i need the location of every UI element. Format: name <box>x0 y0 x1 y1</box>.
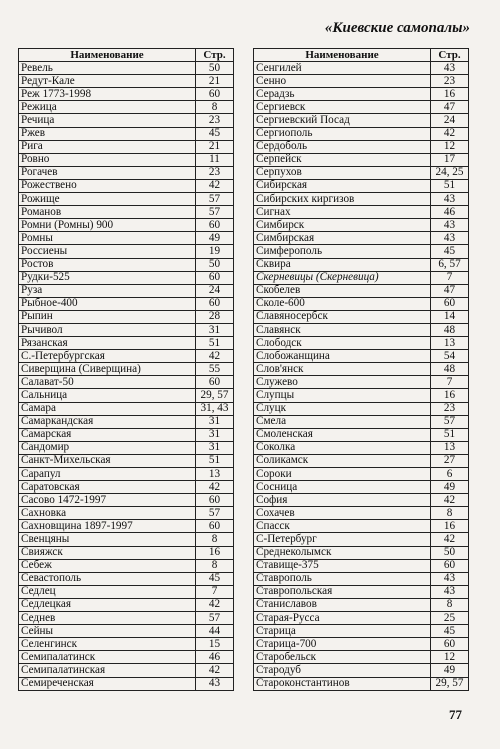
table-row <box>254 62 469 75</box>
table-row <box>254 625 469 638</box>
place-name-cell: Рожище <box>19 193 196 206</box>
place-name-cell: Седнев <box>19 612 196 625</box>
place-name-cell: Сосница <box>254 481 431 494</box>
page-ref-cell: 57 <box>196 193 234 206</box>
table-row <box>254 494 469 507</box>
page-number: 77 <box>449 707 462 722</box>
page-ref-cell: 45 <box>431 245 469 258</box>
page-ref-cell: 42 <box>196 179 234 192</box>
page-ref-cell: 60 <box>431 297 469 310</box>
place-name-cell: Симферополь <box>254 245 431 258</box>
place-name-cell: Сердоболь <box>254 140 431 153</box>
table-row <box>19 481 234 494</box>
page-ref-cell: 44 <box>196 625 234 638</box>
table-row <box>19 507 234 520</box>
place-name-cell: Ревель <box>19 62 196 75</box>
place-name-cell: Севастополь <box>19 572 196 585</box>
page-ref-cell: 55 <box>196 363 234 376</box>
place-name-cell: Старица-700 <box>254 638 431 651</box>
table-row <box>19 441 234 454</box>
page-ref-cell: 23 <box>196 114 234 127</box>
table-row <box>254 402 469 415</box>
page-ref-cell: 43 <box>431 193 469 206</box>
place-name-cell: С-Петербург <box>254 533 431 546</box>
table-row <box>254 428 469 441</box>
place-name-cell: Рыбное-400 <box>19 297 196 310</box>
page-ref-cell: 60 <box>196 271 234 284</box>
table-row <box>19 677 234 690</box>
page-ref-cell: 23 <box>196 166 234 179</box>
place-name-cell: Сергиевский Посад <box>254 114 431 127</box>
table-row <box>254 297 469 310</box>
place-name-cell: Россиены <box>19 245 196 258</box>
page-ref-cell: 12 <box>431 651 469 664</box>
page-ref-cell: 54 <box>431 350 469 363</box>
place-name-cell: Сейны <box>19 625 196 638</box>
page-ref-cell: 31 <box>196 428 234 441</box>
place-name-cell: Стародуб <box>254 664 431 677</box>
page-ref-cell: 60 <box>196 494 234 507</box>
table-row <box>19 494 234 507</box>
table-row <box>19 219 234 232</box>
table-row <box>254 677 469 690</box>
place-name-cell: Ставище-375 <box>254 559 431 572</box>
page-ref-cell: 60 <box>196 297 234 310</box>
table-row <box>19 664 234 677</box>
page-ref-cell: 7 <box>431 376 469 389</box>
page-ref-cell: 43 <box>431 572 469 585</box>
place-name-cell: Самарская <box>19 428 196 441</box>
place-name-cell: С.-Петербургская <box>19 350 196 363</box>
page-ref-cell: 42 <box>196 481 234 494</box>
page-ref-cell: 49 <box>431 481 469 494</box>
place-name-cell: Спасск <box>254 520 431 533</box>
page-ref-cell: 12 <box>431 140 469 153</box>
table-row <box>254 612 469 625</box>
place-name-cell: Сибирских киргизов <box>254 193 431 206</box>
table-row <box>19 625 234 638</box>
table-row <box>254 468 469 481</box>
place-name-cell: Ростов <box>19 258 196 271</box>
page-ref-cell: 13 <box>431 337 469 350</box>
page-ref-cell: 7 <box>196 585 234 598</box>
place-name-cell: Сибирская <box>254 179 431 192</box>
page-ref-cell: 60 <box>196 88 234 101</box>
table-row <box>19 638 234 651</box>
page-ref-cell: 31 <box>196 323 234 336</box>
place-name-cell: Смела <box>254 415 431 428</box>
table-row <box>254 153 469 166</box>
place-name-cell: Редут-Кале <box>19 75 196 88</box>
table-row <box>254 664 469 677</box>
place-name-cell: Серпухов <box>254 166 431 179</box>
page-ref-cell: 8 <box>196 559 234 572</box>
table-row <box>19 598 234 611</box>
page-ref-cell: 6 <box>431 468 469 481</box>
table-row <box>254 114 469 127</box>
page-ref-cell: 28 <box>196 310 234 323</box>
table-row <box>19 612 234 625</box>
page-ref-cell: 21 <box>196 140 234 153</box>
page-ref-cell: 8 <box>196 533 234 546</box>
page-ref-cell: 51 <box>196 454 234 467</box>
place-name-cell: Сквира <box>254 258 431 271</box>
table-row <box>19 258 234 271</box>
column-header-name: Наименование <box>254 49 431 62</box>
page-ref-cell: 49 <box>196 232 234 245</box>
place-name-cell: Сиверщина (Сиверщина) <box>19 363 196 376</box>
place-name-cell: Старая-Русса <box>254 612 431 625</box>
table-row <box>19 166 234 179</box>
page-ref-cell: 42 <box>431 533 469 546</box>
table-row <box>19 62 234 75</box>
place-name-cell: Станиславов <box>254 598 431 611</box>
page-ref-cell: 6, 57 <box>431 258 469 271</box>
table-row <box>254 232 469 245</box>
column-header-name: Наименование <box>19 49 196 62</box>
page-ref-cell: 46 <box>196 651 234 664</box>
page-ref-cell: 48 <box>431 323 469 336</box>
table-row <box>19 350 234 363</box>
page-ref-cell: 50 <box>196 258 234 271</box>
place-name-cell: Серпейск <box>254 153 431 166</box>
place-name-cell: Себеж <box>19 559 196 572</box>
table-row <box>19 520 234 533</box>
page-ref-cell: 51 <box>431 428 469 441</box>
table-row <box>254 323 469 336</box>
place-name-cell: Селенгинск <box>19 638 196 651</box>
page-ref-cell: 45 <box>196 127 234 140</box>
page-ref-cell: 8 <box>196 101 234 114</box>
table-row <box>254 258 469 271</box>
table-row <box>254 598 469 611</box>
page-ref-cell: 43 <box>431 232 469 245</box>
place-name-cell: Славяносербск <box>254 310 431 323</box>
page-ref-cell: 50 <box>196 62 234 75</box>
page-ref-cell: 16 <box>431 520 469 533</box>
table-row <box>254 101 469 114</box>
table-row <box>254 310 469 323</box>
table-row <box>254 546 469 559</box>
place-name-cell: Сергиополь <box>254 127 431 140</box>
page-ref-cell: 16 <box>196 546 234 559</box>
page-ref-cell: 31 <box>196 415 234 428</box>
table-row <box>254 88 469 101</box>
table-row <box>19 297 234 310</box>
page-ref-cell: 8 <box>431 507 469 520</box>
place-name-cell: София <box>254 494 431 507</box>
page-ref-cell: 60 <box>431 638 469 651</box>
page-ref-cell: 57 <box>196 507 234 520</box>
page-ref-cell: 42 <box>431 494 469 507</box>
place-name-cell: Соликамск <box>254 454 431 467</box>
page-ref-cell: 47 <box>431 284 469 297</box>
place-name-cell: Самара <box>19 402 196 415</box>
place-name-cell: Седлецкая <box>19 598 196 611</box>
place-name-cell: Рычивол <box>19 323 196 336</box>
page-header: «Киевские самопалы» <box>324 20 470 36</box>
table-row <box>254 415 469 428</box>
table-row <box>254 638 469 651</box>
place-name-cell: Ровно <box>19 153 196 166</box>
place-name-cell: Седлец <box>19 585 196 598</box>
table-row <box>19 88 234 101</box>
place-name-cell: Рожествено <box>19 179 196 192</box>
page-ref-cell: 19 <box>196 245 234 258</box>
table-row <box>19 232 234 245</box>
table-row <box>254 441 469 454</box>
table-row <box>254 271 469 284</box>
table-row <box>254 533 469 546</box>
table-row <box>19 310 234 323</box>
page-ref-cell: 25 <box>431 612 469 625</box>
table-row <box>19 75 234 88</box>
place-name-cell: Ромни (Ромны) 900 <box>19 219 196 232</box>
page-ref-cell: 50 <box>431 546 469 559</box>
page-ref-cell: 31 <box>196 441 234 454</box>
table-row <box>254 166 469 179</box>
place-name-cell: Ставрополь <box>254 572 431 585</box>
table-row <box>19 533 234 546</box>
table-row <box>19 206 234 219</box>
table-row <box>19 454 234 467</box>
table-row <box>254 127 469 140</box>
place-name-cell: Сахновка <box>19 507 196 520</box>
table-row <box>19 651 234 664</box>
table-row <box>254 585 469 598</box>
page-ref-cell: 51 <box>196 337 234 350</box>
table-row <box>254 179 469 192</box>
place-name-cell: Серадзь <box>254 88 431 101</box>
place-name-cell: Рогачев <box>19 166 196 179</box>
place-name-cell: Семиреченская <box>19 677 196 690</box>
page-ref-cell: 7 <box>431 271 469 284</box>
page-ref-cell: 49 <box>431 664 469 677</box>
table-row <box>19 114 234 127</box>
page-ref-cell: 31, 43 <box>196 402 234 415</box>
index-table-right <box>253 48 469 691</box>
table-row <box>254 193 469 206</box>
table-row <box>254 481 469 494</box>
table-row <box>254 219 469 232</box>
table-row <box>19 363 234 376</box>
table-row <box>254 140 469 153</box>
column-header-page: Стр. <box>431 49 469 62</box>
page-ref-cell: 43 <box>431 62 469 75</box>
page-ref-cell: 16 <box>431 389 469 402</box>
page-ref-cell: 24, 25 <box>431 166 469 179</box>
page-ref-cell: 57 <box>196 206 234 219</box>
place-name-cell: Старица <box>254 625 431 638</box>
place-name-cell: Салават-50 <box>19 376 196 389</box>
table-row <box>19 572 234 585</box>
table-row <box>19 546 234 559</box>
place-name-cell: Рязанская <box>19 337 196 350</box>
place-name-cell: Рига <box>19 140 196 153</box>
place-name-cell: Соколка <box>254 441 431 454</box>
page-ref-cell: 11 <box>196 153 234 166</box>
place-name-cell: Славянск <box>254 323 431 336</box>
table-row <box>254 75 469 88</box>
page-ref-cell: 51 <box>431 179 469 192</box>
place-name-cell: Сигнах <box>254 206 431 219</box>
place-name-cell: Сороки <box>254 468 431 481</box>
place-name-cell: Сколе-600 <box>254 297 431 310</box>
place-name-cell: Ржев <box>19 127 196 140</box>
place-name-cell: Скерневицы (Скерневица) <box>254 271 431 284</box>
place-name-cell: Сенно <box>254 75 431 88</box>
place-name-cell: Сандомир <box>19 441 196 454</box>
table-row <box>19 271 234 284</box>
index-table-left <box>18 48 234 691</box>
page-ref-cell: 45 <box>431 625 469 638</box>
table-row <box>19 337 234 350</box>
place-name-cell: Сарапул <box>19 468 196 481</box>
table-row <box>19 284 234 297</box>
page-ref-cell: 60 <box>431 559 469 572</box>
place-name-cell: Слов'янск <box>254 363 431 376</box>
page-ref-cell: 45 <box>196 572 234 585</box>
place-name-cell: Сасово 1472-1997 <box>19 494 196 507</box>
page-ref-cell: 46 <box>431 206 469 219</box>
table-row <box>19 179 234 192</box>
table-row <box>254 206 469 219</box>
place-name-cell: Свенцяны <box>19 533 196 546</box>
page-ref-cell: 60 <box>196 219 234 232</box>
place-name-cell: Ромны <box>19 232 196 245</box>
place-name-cell: Речица <box>19 114 196 127</box>
table-row <box>254 651 469 664</box>
page-ref-cell: 57 <box>431 415 469 428</box>
table-row <box>254 245 469 258</box>
table-row <box>19 140 234 153</box>
page-ref-cell: 23 <box>431 402 469 415</box>
place-name-cell: Семипалатинская <box>19 664 196 677</box>
table-row <box>19 101 234 114</box>
place-name-cell: Слободск <box>254 337 431 350</box>
page-ref-cell: 21 <box>196 75 234 88</box>
table-row <box>19 245 234 258</box>
place-name-cell: Рыпин <box>19 310 196 323</box>
page-ref-cell: 14 <box>431 310 469 323</box>
place-name-cell: Саратовская <box>19 481 196 494</box>
page-ref-cell: 43 <box>196 677 234 690</box>
page-ref-cell: 16 <box>431 88 469 101</box>
table-row <box>19 389 234 402</box>
table-row <box>19 585 234 598</box>
place-name-cell: Режица <box>19 101 196 114</box>
column-header-page: Стр. <box>196 49 234 62</box>
table-row <box>19 323 234 336</box>
page-ref-cell: 42 <box>431 127 469 140</box>
table-row <box>19 402 234 415</box>
table-row <box>254 284 469 297</box>
place-name-cell: Слупцы <box>254 389 431 402</box>
table-row <box>19 376 234 389</box>
table-row <box>19 428 234 441</box>
place-name-cell: Санкт-Михельская <box>19 454 196 467</box>
page-ref-cell: 60 <box>196 376 234 389</box>
place-name-cell: Свияжск <box>19 546 196 559</box>
page-ref-cell: 29, 57 <box>431 677 469 690</box>
place-name-cell: Рудки-525 <box>19 271 196 284</box>
page-ref-cell: 60 <box>196 520 234 533</box>
page-ref-cell: 57 <box>196 612 234 625</box>
page-ref-cell: 24 <box>196 284 234 297</box>
table-row <box>19 127 234 140</box>
place-name-cell: Слобожанщина <box>254 350 431 363</box>
table-row <box>254 454 469 467</box>
page-ref-cell: 13 <box>196 468 234 481</box>
table-row <box>19 415 234 428</box>
table-row <box>254 337 469 350</box>
page-ref-cell: 15 <box>196 638 234 651</box>
place-name-cell: Симбирская <box>254 232 431 245</box>
page-ref-cell: 24 <box>431 114 469 127</box>
place-name-cell: Сальница <box>19 389 196 402</box>
page-ref-cell: 13 <box>431 441 469 454</box>
page-ref-cell: 43 <box>431 219 469 232</box>
page-ref-cell: 8 <box>431 598 469 611</box>
place-name-cell: Реж 1773-1998 <box>19 88 196 101</box>
place-name-cell: Сохачев <box>254 507 431 520</box>
table-row <box>254 350 469 363</box>
page-ref-cell: 42 <box>196 664 234 677</box>
place-name-cell: Староконстантинов <box>254 677 431 690</box>
table-row <box>254 572 469 585</box>
place-name-cell: Симбирск <box>254 219 431 232</box>
page-ref-cell: 23 <box>431 75 469 88</box>
page-ref-cell: 43 <box>431 585 469 598</box>
table-row <box>254 363 469 376</box>
page-ref-cell: 48 <box>431 363 469 376</box>
place-name-cell: Семипалатинск <box>19 651 196 664</box>
table-row <box>19 468 234 481</box>
place-name-cell: Сахновщина 1897-1997 <box>19 520 196 533</box>
place-name-cell: Сергиевск <box>254 101 431 114</box>
place-name-cell: Смоленская <box>254 428 431 441</box>
table-row <box>19 153 234 166</box>
table-row <box>254 376 469 389</box>
table-header-row <box>19 49 234 62</box>
place-name-cell: Руза <box>19 284 196 297</box>
place-name-cell: Ставропольская <box>254 585 431 598</box>
table-row <box>254 520 469 533</box>
place-name-cell: Самаркандская <box>19 415 196 428</box>
table-row <box>254 559 469 572</box>
place-name-cell: Служево <box>254 376 431 389</box>
page-ref-cell: 27 <box>431 454 469 467</box>
place-name-cell: Романов <box>19 206 196 219</box>
table-row <box>19 193 234 206</box>
place-name-cell: Старобельск <box>254 651 431 664</box>
page-ref-cell: 42 <box>196 350 234 363</box>
page-ref-cell: 47 <box>431 101 469 114</box>
place-name-cell: Слуцк <box>254 402 431 415</box>
place-name-cell: Среднеколымск <box>254 546 431 559</box>
page-ref-cell: 29, 57 <box>196 389 234 402</box>
page-ref-cell: 42 <box>196 598 234 611</box>
table-row <box>254 507 469 520</box>
table-row <box>254 389 469 402</box>
place-name-cell: Сенгилей <box>254 62 431 75</box>
table-row <box>19 559 234 572</box>
place-name-cell: Скобелев <box>254 284 431 297</box>
table-header-row <box>254 49 469 62</box>
page-ref-cell: 17 <box>431 153 469 166</box>
